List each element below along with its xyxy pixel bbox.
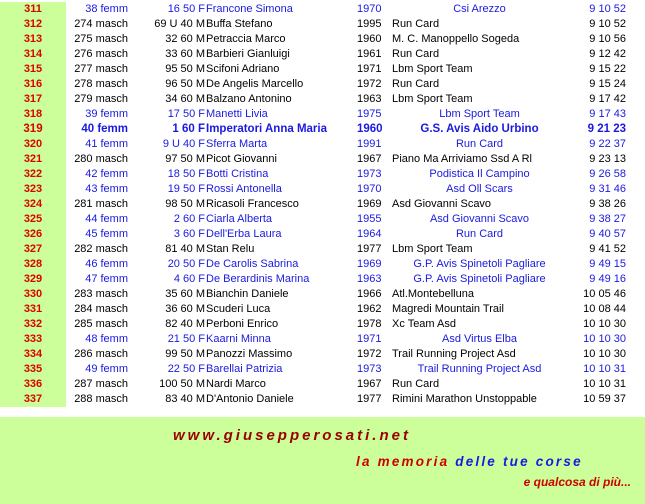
category-cell: 81 40 M: [165, 243, 205, 255]
team-cell: Run Card: [455, 138, 504, 150]
table-row: [0, 392, 645, 407]
athlete-name-cell: Scifoni Adriano: [206, 63, 280, 75]
position-cell: 316: [0, 77, 66, 92]
table-row: [0, 227, 645, 242]
position-cell: 333: [0, 332, 66, 347]
site-subtagline: e qualcosa di più...: [523, 475, 631, 489]
finish-time-cell: 9 17 42: [589, 93, 626, 105]
category-cell: 82 40 M: [165, 318, 205, 330]
team-cell: Asd Giovanni Scavo: [392, 198, 492, 210]
gender-rank-cell: 49 femm: [85, 363, 128, 375]
table-row: [0, 167, 645, 182]
category-cell: 36 60 M: [165, 303, 205, 315]
athlete-name-cell: D'Antonio Daniele: [206, 393, 294, 405]
gender-rank-cell: 45 femm: [85, 228, 128, 240]
birth-year-cell: 1967: [357, 378, 382, 390]
finish-time-cell: 9 38 26: [589, 198, 626, 210]
category-cell: 22 50 F: [167, 363, 205, 375]
category-cell: 19 50 F: [167, 183, 205, 195]
site-tagline: [356, 454, 583, 469]
team-cell: Asd Oll Scars: [446, 183, 513, 195]
finish-time-cell: 10 10 31: [583, 363, 626, 375]
finish-time-cell: 9 23 13: [589, 153, 626, 165]
athlete-name-cell: Barbieri Gianluigi: [206, 48, 290, 60]
team-cell: Lbm Sport Team: [439, 108, 520, 120]
athlete-name-cell: Dell'Erba Laura: [206, 228, 282, 240]
table-row: [0, 182, 645, 197]
position-cell: 331: [0, 302, 66, 317]
team-cell: Trail Running Project Asd: [417, 363, 542, 375]
category-cell: 17 50 F: [167, 108, 205, 120]
position-cell: 325: [0, 212, 66, 227]
team-cell: Run Card: [392, 18, 440, 30]
birth-year-cell: 1966: [357, 288, 382, 300]
birth-year-cell: 1973: [357, 363, 382, 375]
table-row: [0, 302, 645, 317]
table-row: [0, 377, 645, 392]
table-row: [0, 212, 645, 227]
gender-rank-cell: 283 masch: [74, 288, 128, 300]
finish-time-cell: 10 10 30: [583, 348, 626, 360]
finish-time-cell: 9 40 57: [589, 228, 626, 240]
position-cell: 323: [0, 182, 66, 197]
team-cell: Asd Giovanni Scavo: [429, 213, 530, 225]
category-cell: 35 60 M: [165, 288, 205, 300]
finish-time-cell: 10 59 37: [583, 393, 626, 405]
birth-year-cell: 1972: [357, 78, 382, 90]
table-row: [0, 92, 645, 107]
finish-time-cell: 10 10 31: [583, 378, 626, 390]
athlete-name-cell: Perboni Enrico: [206, 318, 279, 330]
team-cell: G.P. Avis Spinetoli Pagliare: [413, 258, 546, 270]
athlete-name-cell: Imperatori Anna Maria: [206, 123, 327, 135]
athlete-name-cell: Barellai Patrizia: [206, 363, 283, 375]
finish-time-cell: 9 10 52: [589, 3, 626, 15]
birth-year-cell: 1967: [357, 153, 382, 165]
birth-year-cell: 1972: [357, 348, 382, 360]
athlete-name-cell: Scuderi Luca: [206, 303, 271, 315]
team-cell: Atl.Montebelluna: [392, 288, 474, 300]
category-cell: 3 60 F: [173, 228, 205, 240]
gender-rank-cell: 284 masch: [74, 303, 128, 315]
athlete-name-cell: Stan Relu: [206, 243, 255, 255]
tagline-part-1: la memoria: [356, 454, 450, 469]
category-cell: 100 50 M: [159, 378, 205, 390]
gender-rank-cell: 41 femm: [85, 138, 128, 150]
athlete-name-cell: De Berardinis Marina: [206, 273, 310, 285]
finish-time-cell: 9 21 23: [587, 123, 626, 135]
table-row: [0, 287, 645, 302]
birth-year-cell: 1991: [357, 138, 382, 150]
team-cell: Rimini Marathon Unstoppable: [392, 393, 537, 405]
table-row: [0, 347, 645, 362]
position-cell: 334: [0, 347, 66, 362]
gender-rank-cell: 274 masch: [74, 18, 128, 30]
position-cell: 327: [0, 242, 66, 257]
finish-time-cell: 10 10 30: [583, 318, 626, 330]
team-cell: Run Card: [392, 78, 440, 90]
category-cell: 21 50 F: [167, 333, 205, 345]
athlete-name-cell: Buffa Stefano: [206, 18, 273, 30]
category-cell: 95 50 M: [165, 63, 205, 75]
table-row: [0, 242, 645, 257]
tagline-part-2: delle tue corse: [455, 454, 583, 469]
team-cell: Lbm Sport Team: [392, 243, 473, 255]
category-cell: 1 60 F: [172, 123, 205, 135]
birth-year-cell: 1977: [357, 243, 382, 255]
finish-time-cell: 10 05 46: [583, 288, 626, 300]
birth-year-cell: 1955: [357, 213, 382, 225]
gender-rank-cell: 43 femm: [85, 183, 128, 195]
category-cell: 2 60 F: [173, 213, 205, 225]
category-cell: 34 60 M: [165, 93, 205, 105]
position-cell: 324: [0, 197, 66, 212]
finish-time-cell: 9 15 24: [589, 78, 626, 90]
athlete-name-cell: Sferra Marta: [206, 138, 268, 150]
category-cell: 97 50 M: [165, 153, 205, 165]
position-cell: 313: [0, 32, 66, 47]
category-cell: 98 50 M: [165, 198, 205, 210]
birth-year-cell: 1961: [357, 48, 382, 60]
athlete-name-cell: Francone Simona: [206, 3, 293, 15]
table-row: [0, 317, 645, 332]
position-cell: 317: [0, 92, 66, 107]
category-cell: 20 50 F: [167, 258, 205, 270]
table-row: [0, 332, 645, 347]
table-row: [0, 47, 645, 62]
position-cell: 329: [0, 272, 66, 287]
gender-rank-cell: 278 masch: [74, 78, 128, 90]
athlete-name-cell: Panozzi Massimo: [206, 348, 293, 360]
finish-time-cell: 9 26 58: [589, 168, 626, 180]
gender-rank-cell: 40 femm: [81, 123, 128, 135]
athlete-name-cell: Balzano Antonino: [206, 93, 292, 105]
gender-rank-cell: 288 masch: [74, 393, 128, 405]
birth-year-cell: 1969: [357, 258, 382, 270]
finish-time-cell: 9 49 15: [589, 258, 626, 270]
birth-year-cell: 1969: [357, 198, 382, 210]
team-cell: M. C. Manoppello Sogeda: [392, 33, 520, 45]
athlete-name-cell: Nardi Marco: [206, 378, 266, 390]
athlete-name-cell: Picot Giovanni: [206, 153, 277, 165]
athlete-name-cell: Ricasoli Francesco: [206, 198, 299, 210]
category-cell: 96 50 M: [165, 78, 205, 90]
birth-year-cell: 1978: [357, 318, 382, 330]
position-cell: 320: [0, 137, 66, 152]
athlete-name-cell: Ciarla Alberta: [206, 213, 273, 225]
finish-time-cell: 9 10 52: [589, 18, 626, 30]
table-row: [0, 2, 645, 17]
category-cell: 9 U 40 F: [162, 138, 205, 150]
position-cell: 322: [0, 167, 66, 182]
gender-rank-cell: 277 masch: [74, 63, 128, 75]
category-cell: 99 50 M: [165, 348, 205, 360]
birth-year-cell: 1971: [357, 333, 382, 345]
finish-time-cell: 10 10 30: [583, 333, 626, 345]
gender-rank-cell: 282 masch: [74, 243, 128, 255]
position-cell: 326: [0, 227, 66, 242]
finish-time-cell: 9 49 16: [589, 273, 626, 285]
finish-time-cell: 9 41 52: [589, 243, 626, 255]
table-row: [0, 272, 645, 287]
table-row: [0, 62, 645, 77]
gender-rank-cell: 279 masch: [74, 93, 128, 105]
table-row: [0, 257, 645, 272]
gender-rank-cell: 44 femm: [85, 213, 128, 225]
team-cell: Run Card: [392, 48, 440, 60]
team-cell: Lbm Sport Team: [392, 93, 473, 105]
athlete-name-cell: Rossi Antonella: [206, 183, 282, 195]
table-row: [0, 77, 645, 92]
team-cell: Podistica Il Campino: [429, 168, 530, 180]
position-cell: 332: [0, 317, 66, 332]
birth-year-cell: 1977: [357, 393, 382, 405]
table-row: [0, 197, 645, 212]
finish-time-cell: 9 17 43: [589, 108, 626, 120]
team-cell: Magredi Mountain Trail: [392, 303, 504, 315]
finish-time-cell: 9 38 27: [589, 213, 626, 225]
category-cell: 33 60 M: [165, 48, 205, 60]
team-cell: Trail Running Project Asd: [392, 348, 516, 360]
finish-time-cell: 9 12 42: [589, 48, 626, 60]
team-cell: Lbm Sport Team: [392, 63, 473, 75]
gender-rank-cell: 280 masch: [74, 153, 128, 165]
category-cell: 83 40 M: [165, 393, 205, 405]
gender-rank-cell: 275 masch: [74, 33, 128, 45]
position-cell: 315: [0, 62, 66, 77]
birth-year-cell: 1960: [357, 33, 382, 45]
table-row: [0, 122, 645, 137]
position-cell: 330: [0, 287, 66, 302]
team-cell: Run Card: [455, 228, 504, 240]
position-cell: 321: [0, 152, 66, 167]
gender-rank-cell: 47 femm: [85, 273, 128, 285]
team-cell: Asd Virtus Elba: [441, 333, 517, 345]
gender-rank-cell: 42 femm: [85, 168, 128, 180]
athlete-name-cell: De Angelis Marcello: [206, 78, 304, 90]
category-cell: 69 U 40 M: [154, 18, 205, 30]
birth-year-cell: 1970: [357, 183, 382, 195]
birth-year-cell: 1975: [357, 108, 382, 120]
athlete-name-cell: Botti Cristina: [206, 168, 269, 180]
finish-time-cell: 9 15 22: [589, 63, 626, 75]
position-cell: 336: [0, 377, 66, 392]
site-footer: [0, 417, 645, 504]
position-cell: 318: [0, 107, 66, 122]
category-cell: 32 60 M: [165, 33, 205, 45]
position-cell: 335: [0, 362, 66, 377]
table-row: [0, 17, 645, 32]
category-cell: 4 60 F: [173, 273, 205, 285]
birth-year-cell: 1971: [357, 63, 382, 75]
team-cell: G.S. Avis Aido Urbino: [420, 123, 539, 135]
finish-time-cell: 9 22 37: [589, 138, 626, 150]
gender-rank-cell: 38 femm: [85, 3, 128, 15]
athlete-name-cell: Manetti Livia: [206, 108, 268, 120]
table-row: [0, 152, 645, 167]
athlete-name-cell: Petraccia Marco: [206, 33, 286, 45]
position-cell: 328: [0, 257, 66, 272]
gender-rank-cell: 287 masch: [74, 378, 128, 390]
team-cell: Csi Arezzo: [453, 3, 506, 15]
position-cell: 312: [0, 17, 66, 32]
table-row: [0, 107, 645, 122]
athlete-name-cell: Kaarni Minna: [206, 333, 271, 345]
birth-year-cell: 1973: [357, 168, 382, 180]
team-cell: G.P. Avis Spinetoli Pagliare: [413, 273, 546, 285]
birth-year-cell: 1962: [357, 303, 382, 315]
athlete-name-cell: De Carolis Sabrina: [206, 258, 299, 270]
gender-rank-cell: 276 masch: [74, 48, 128, 60]
birth-year-cell: 1960: [357, 123, 383, 135]
gender-rank-cell: 281 masch: [74, 198, 128, 210]
position-cell: 319: [0, 122, 66, 137]
team-cell: Xc Team Asd: [392, 318, 456, 330]
category-cell: 16 50 F: [167, 3, 205, 15]
position-cell: 314: [0, 47, 66, 62]
gender-rank-cell: 46 femm: [85, 258, 128, 270]
finish-time-cell: 9 31 46: [589, 183, 626, 195]
finish-time-cell: 9 10 56: [589, 33, 626, 45]
birth-year-cell: 1995: [357, 18, 382, 30]
finish-time-cell: 10 08 44: [583, 303, 626, 315]
table-row: [0, 362, 645, 377]
birth-year-cell: 1964: [357, 228, 382, 240]
birth-year-cell: 1963: [357, 273, 382, 285]
team-cell: Run Card: [392, 378, 440, 390]
site-url[interactable]: www.giusepperosati.net: [173, 427, 411, 444]
birth-year-cell: 1963: [357, 93, 382, 105]
table-row: [0, 137, 645, 152]
gender-rank-cell: 48 femm: [85, 333, 128, 345]
gender-rank-cell: 39 femm: [85, 108, 128, 120]
birth-year-cell: 1970: [357, 3, 382, 15]
gender-rank-cell: 286 masch: [74, 348, 128, 360]
team-cell: Piano Ma Arriviamo Ssd A Rl: [392, 153, 533, 165]
results-table: [0, 2, 645, 407]
position-cell: 337: [0, 392, 66, 407]
position-cell: 311: [0, 2, 66, 17]
gender-rank-cell: 285 masch: [74, 318, 128, 330]
athlete-name-cell: Bianchin Daniele: [206, 288, 289, 300]
table-row: [0, 32, 645, 47]
category-cell: 18 50 F: [167, 168, 205, 180]
